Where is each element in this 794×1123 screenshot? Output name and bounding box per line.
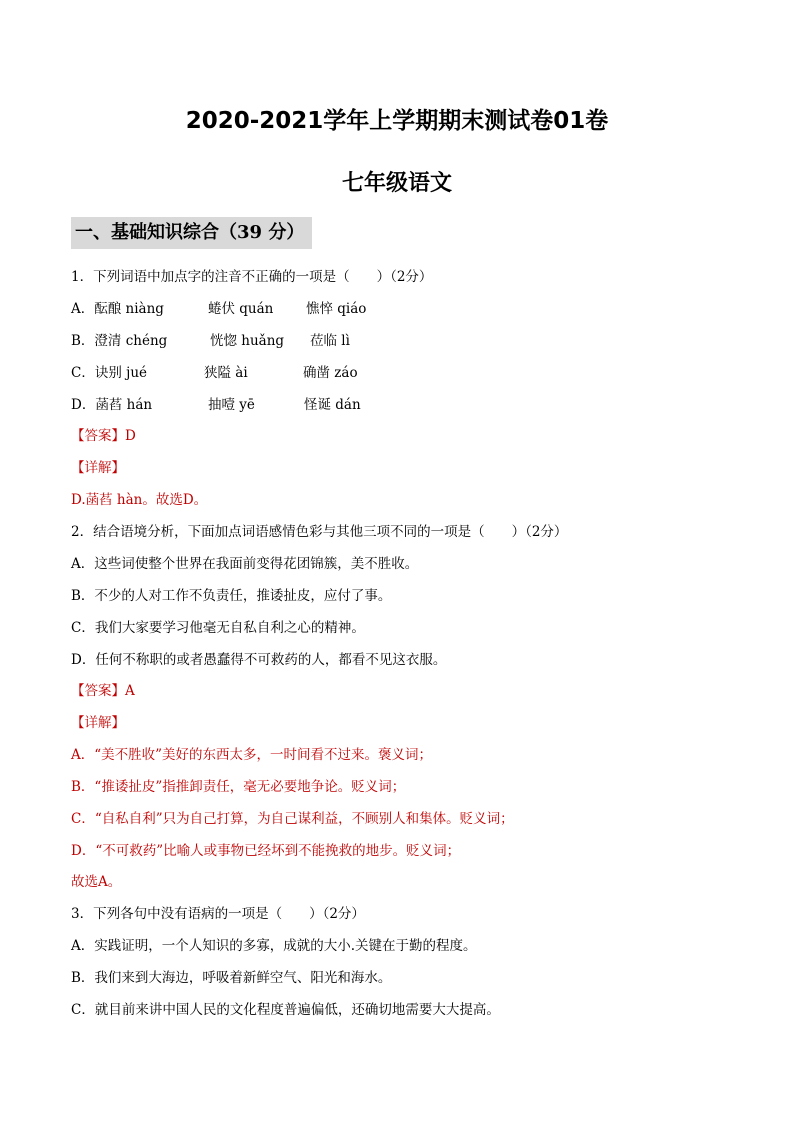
option-word: 狭隘 ài <box>204 365 248 381</box>
question-1-detail: D.菡萏 hàn。故选D。 <box>71 492 208 508</box>
question-2-detail-heading: 【详解】 <box>71 715 125 731</box>
document-title: 2020-2021学年上学期期末测试卷01卷 <box>185 108 609 134</box>
question-3-option-a: A．实践证明，一个人知识的多寡，成就的大小.关键在于勤的程度。 <box>71 938 477 954</box>
question-1-answer: 【答案】D <box>71 428 136 444</box>
question-2-option-c: C．我们大家要学习他毫无自私自利之心的精神。 <box>71 620 365 636</box>
option-label: A．酝酿 niàng <box>71 301 164 317</box>
question-2-option-a: A．这些词使整个世界在我面前变得花团锦簇，美不胜收。 <box>71 556 419 572</box>
section-heading: 一、基础知识综合（39 分） <box>71 217 312 249</box>
question-1-stem: 1．下列词语中加点字的注音不正确的一项是（ ）（2分） <box>71 269 433 285</box>
question-1-detail-heading: 【详解】 <box>71 460 125 476</box>
option-label: B．澄清 chéng <box>71 333 168 349</box>
option-word: 抽噎 yē <box>208 397 255 413</box>
question-2-detail-d: D．“不可救药”比喻人或事物已经坏到不能挽救的地步。贬义词； <box>71 843 461 859</box>
option-word: 莅临 lì <box>310 333 350 349</box>
question-2-detail-a: A．“美不胜收”美好的东西太多，一时间看不过来。褒义词； <box>71 747 433 763</box>
option-label: D．菡萏 hán <box>71 397 153 413</box>
question-2-detail-c: C．“自私自利”只为自己打算，为自己谋利益，不顾别人和集体。贬义词； <box>71 811 514 827</box>
document-subtitle: 七年级语文 <box>341 171 452 196</box>
option-label: C．诀别 jué <box>71 365 148 381</box>
option-word: 确凿 záo <box>303 365 358 381</box>
option-word: 恍惚 huǎng <box>210 333 285 349</box>
question-2-answer: 【答案】A <box>71 683 135 699</box>
question-3-stem: 3．下列各句中没有语病的一项是（ ）（2分） <box>71 906 365 922</box>
question-2-detail-b: B．“推诿扯皮”指推卸责任，毫无必要地争论。贬义词； <box>71 779 406 795</box>
option-word: 憔悴 qiáo <box>306 301 367 317</box>
option-word: 怪诞 dán <box>304 397 361 413</box>
question-2-stem: 2．结合语境分析，下面加点词语感情色彩与其他三项不同的一项是（ ）（2分） <box>71 524 568 540</box>
option-word: 蜷伏 quán <box>208 301 274 317</box>
question-2-option-b: B．不少的人对工作不负责任，推诿扯皮，应付了事。 <box>71 588 392 604</box>
question-2-option-d: D．任何不称职的或者愚蠢得不可救药的人，都看不见这衣服。 <box>71 652 447 668</box>
question-2-conclusion: 故选A。 <box>71 874 122 890</box>
question-3-option-b: B．我们来到大海边，呼吸着新鲜空气、阳光和海水。 <box>71 970 392 986</box>
question-3-option-c: C．就目前来讲中国人民的文化程度普遍偏低，还确切地需要大大提高。 <box>71 1002 500 1018</box>
